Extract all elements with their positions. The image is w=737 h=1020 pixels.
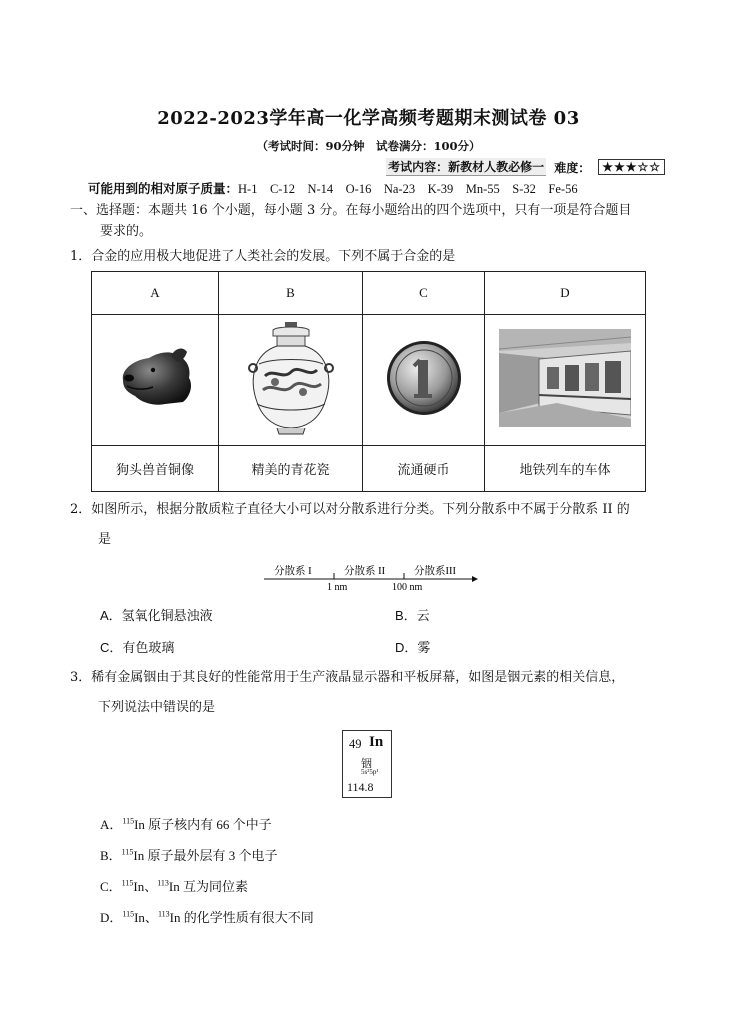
q2-stem [70, 500, 630, 550]
q3-option-b-text: In 原子最外层有 3 个电子 [133, 848, 278, 863]
q1-image-c [363, 315, 485, 446]
q3-option-d-letter: D． [100, 910, 123, 925]
axis-seg-2: 分散系 II [344, 566, 386, 577]
axis-arrow [472, 576, 478, 582]
atomic-masses-label: 可能用到的相对原子质量： [88, 181, 239, 196]
q1-image-d [485, 315, 646, 446]
element-mass: 114.8 [347, 780, 374, 794]
q1-header-a: A [92, 272, 219, 315]
element-symbol: In [369, 734, 384, 750]
q1-header-b: B [219, 272, 363, 315]
section-line-2: 要求的。 [100, 224, 153, 239]
q1-label-a: 狗头兽首铜像 [92, 446, 219, 492]
q3-option-a-text: In 原子核内有 66 个中子 [134, 817, 272, 832]
indium-element-tile [342, 730, 392, 798]
q1-label-d: 地铁列车的车体 [485, 446, 646, 492]
porcelain-jar-image [243, 320, 339, 436]
atomic-masses [88, 179, 578, 197]
atomic-masses-values: H-1 C-12 N-14 O-16 Na-23 K-39 Mn-55 S-32 Fe-56 [238, 182, 578, 196]
axis-tick-2-label: 100 nm [392, 582, 423, 593]
q2-stem-line-1: 2．如图所示，根据分散质粒子直径大小可以对分散系进行分类。下列分散系中不属于分散系 II 的 [70, 502, 630, 517]
q1-header-c: C [363, 272, 485, 315]
exam-content: 考试内容：新教材人教必修一 [388, 160, 545, 174]
subway-train-image [499, 329, 631, 427]
section-heading [70, 200, 680, 242]
q3-stem [70, 668, 624, 718]
difficulty-stars: ★★★☆☆ [598, 159, 665, 175]
axis-tick-1-label: 1 nm [327, 582, 348, 593]
q3-option-c-mass-2: 113 [157, 878, 169, 888]
q3-option-d-mass-2: 113 [157, 909, 170, 919]
page-title: 2022-2023学年高一化学高频考题期末测试卷 03 [157, 108, 580, 129]
q3-option-c-letter: C． [100, 879, 122, 894]
q3-option-b-mass: 115 [121, 847, 134, 857]
q3-option-c [100, 876, 248, 895]
q3-option-b [100, 845, 277, 864]
q3-option-d-mass-1: 115 [122, 909, 135, 919]
q3-option-c-text: In 互为同位素 [168, 879, 249, 894]
q1-stem: 1．合金的应用极大地促进了人类社会的发展。下列不属于合金的是 [70, 249, 456, 264]
exam-subtitle: （考试时间：90分钟 试卷满分：100分） [256, 139, 481, 153]
q3-option-d [100, 907, 314, 926]
q3-option-a-letter: A． [100, 817, 123, 832]
q3-option-d-text: In 的化学性质有很大不同 [169, 910, 314, 925]
q2-option-b: B．云 [395, 608, 430, 623]
exam-info [386, 158, 665, 176]
bronze-dog-head-image [113, 340, 197, 416]
q2-option-d: D．雾 [395, 640, 431, 655]
axis-seg-1: 分散系 I [274, 566, 312, 577]
section-line-1: 一、选择题：本题共 16 个小题，每小题 3 分。在每小题给出的四个选项中，只有一项是符合题目 [70, 203, 632, 218]
q1-header-d: D [485, 272, 646, 315]
q3-option-d-mid: In、 [134, 910, 158, 925]
q1-table [91, 271, 646, 492]
axis-seg-3: 分散系III [414, 566, 456, 577]
element-name: 铟 [361, 758, 372, 770]
element-config: 5s²5p¹ [361, 768, 379, 776]
q2-option-a: A．氢氧化铜悬浊液 [100, 608, 213, 623]
q1-image-a [92, 315, 219, 446]
dispersion-axis-diagram [264, 562, 479, 596]
q3-stem-line-1: 3．稀有金属铟由于其良好的性能常用于生产液晶显示器和平板屏幕，如图是铟元素的相关信息， [70, 670, 625, 685]
q1-label-c: 流通硬币 [363, 446, 485, 492]
q2-option-c: C．有色玻璃 [100, 640, 175, 655]
q3-option-b-letter: B． [100, 848, 122, 863]
q2-stem-line-2: 是 [98, 532, 112, 547]
q1-image-b [219, 315, 363, 446]
q3-option-a-mass: 115 [122, 816, 135, 826]
q3-stem-line-2: 下列说法中错误的是 [98, 700, 216, 715]
q1-label-b: 精美的青花瓷 [219, 446, 363, 492]
q3-option-a [100, 814, 272, 833]
element-number: 49 [349, 737, 362, 751]
coin-image [384, 338, 464, 418]
difficulty-label: 难度： [554, 160, 591, 175]
q3-option-c-mass-1: 115 [121, 878, 134, 888]
q3-option-c-mid: In、 [133, 879, 158, 894]
